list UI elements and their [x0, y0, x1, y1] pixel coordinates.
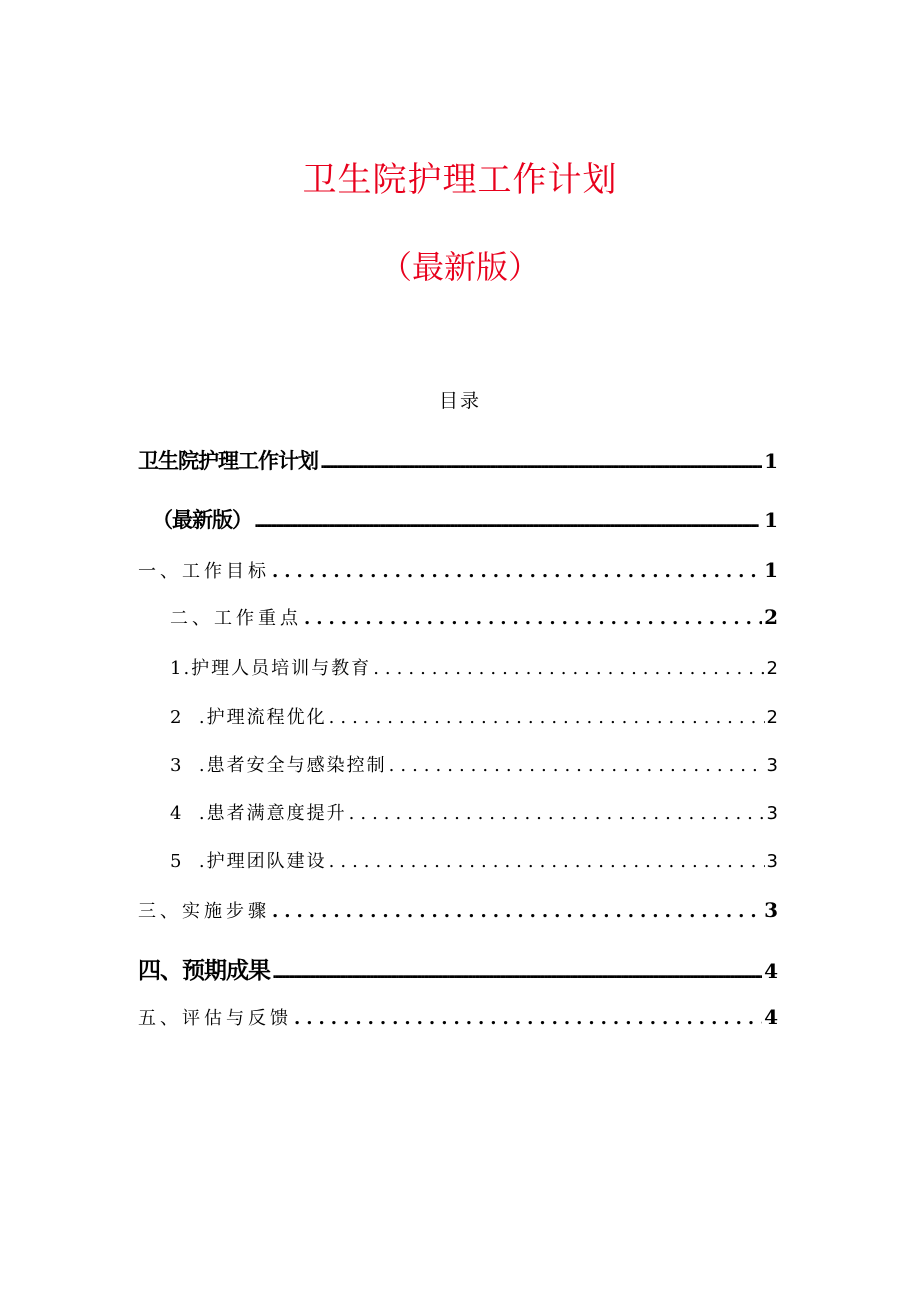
toc-entry-label: 三、实施步骤 [138, 901, 270, 922]
toc-entry-page: 3 [766, 851, 778, 872]
toc-dot-leader [272, 561, 762, 582]
toc-entry-page: 1 [764, 449, 778, 473]
toc-entry-page: 3 [766, 755, 778, 776]
toc-dot-leader [294, 1008, 762, 1029]
toc-entry-training[interactable] [170, 654, 778, 680]
toc-entry-outcomes[interactable] [138, 952, 778, 985]
toc-entry-goals[interactable] [138, 557, 778, 583]
toc-entry-subtitle[interactable] [152, 504, 778, 534]
toc-entry-page: 2 [766, 707, 778, 728]
toc-dot-leader [320, 456, 762, 472]
toc-entry-label: 1.护理人员培训与教育 [170, 658, 372, 679]
toc-entry-page: 2 [766, 658, 778, 679]
document-subtitle: （最新版） [379, 248, 540, 286]
toc-entry-steps[interactable] [138, 897, 778, 923]
toc-entry-page: 1 [764, 558, 778, 582]
toc-entry-page: 1 [764, 508, 778, 532]
toc-entry-page: 4 [764, 959, 778, 983]
toc-entry-label: 4 .患者满意度提升 [170, 803, 347, 824]
toc-dot-leader [349, 803, 765, 824]
toc-entry-process[interactable] [170, 703, 778, 729]
toc-entry-evaluation[interactable] [138, 1004, 778, 1030]
toc-entry-label: 3 .患者安全与感染控制 [170, 755, 387, 776]
toc-entry-title[interactable] [138, 445, 778, 475]
toc-heading: 目录 [438, 390, 481, 412]
toc-entry-label: 一、工作目标 [138, 561, 270, 582]
toc-dot-leader [329, 851, 765, 872]
toc-dot-leader [389, 755, 765, 776]
toc-entry-page: 2 [764, 605, 778, 629]
toc-entry-page: 4 [764, 1005, 778, 1029]
toc-entry-page: 3 [766, 803, 778, 824]
toc-entry-team[interactable] [170, 847, 778, 873]
toc-entry-label: 5 .护理团队建设 [170, 851, 327, 872]
toc-dot-leader [329, 707, 765, 728]
document-title: 卫生院护理工作计划 [302, 160, 618, 200]
toc-entry-safety[interactable] [170, 751, 778, 777]
toc-entry-page: 3 [764, 898, 778, 922]
toc-dot-leader [373, 658, 764, 679]
toc-entry-label: （最新版） [152, 508, 252, 532]
toc-entry-label: 四、预期成果 [138, 958, 270, 984]
toc-dot-leader [304, 608, 762, 629]
toc-dot-leader [254, 515, 762, 531]
toc-entry-satisfaction[interactable] [170, 799, 778, 825]
toc-entry-label: 二、工作重点 [170, 608, 302, 629]
toc-entry-focus[interactable] [170, 604, 778, 630]
toc-entry-label: 2 .护理流程优化 [170, 707, 327, 728]
toc-dot-leader [272, 901, 762, 922]
toc-dot-leader [272, 966, 762, 982]
toc-entry-label: 卫生院护理工作计划 [138, 449, 318, 473]
toc-entry-label: 五、评估与反馈 [138, 1008, 292, 1029]
